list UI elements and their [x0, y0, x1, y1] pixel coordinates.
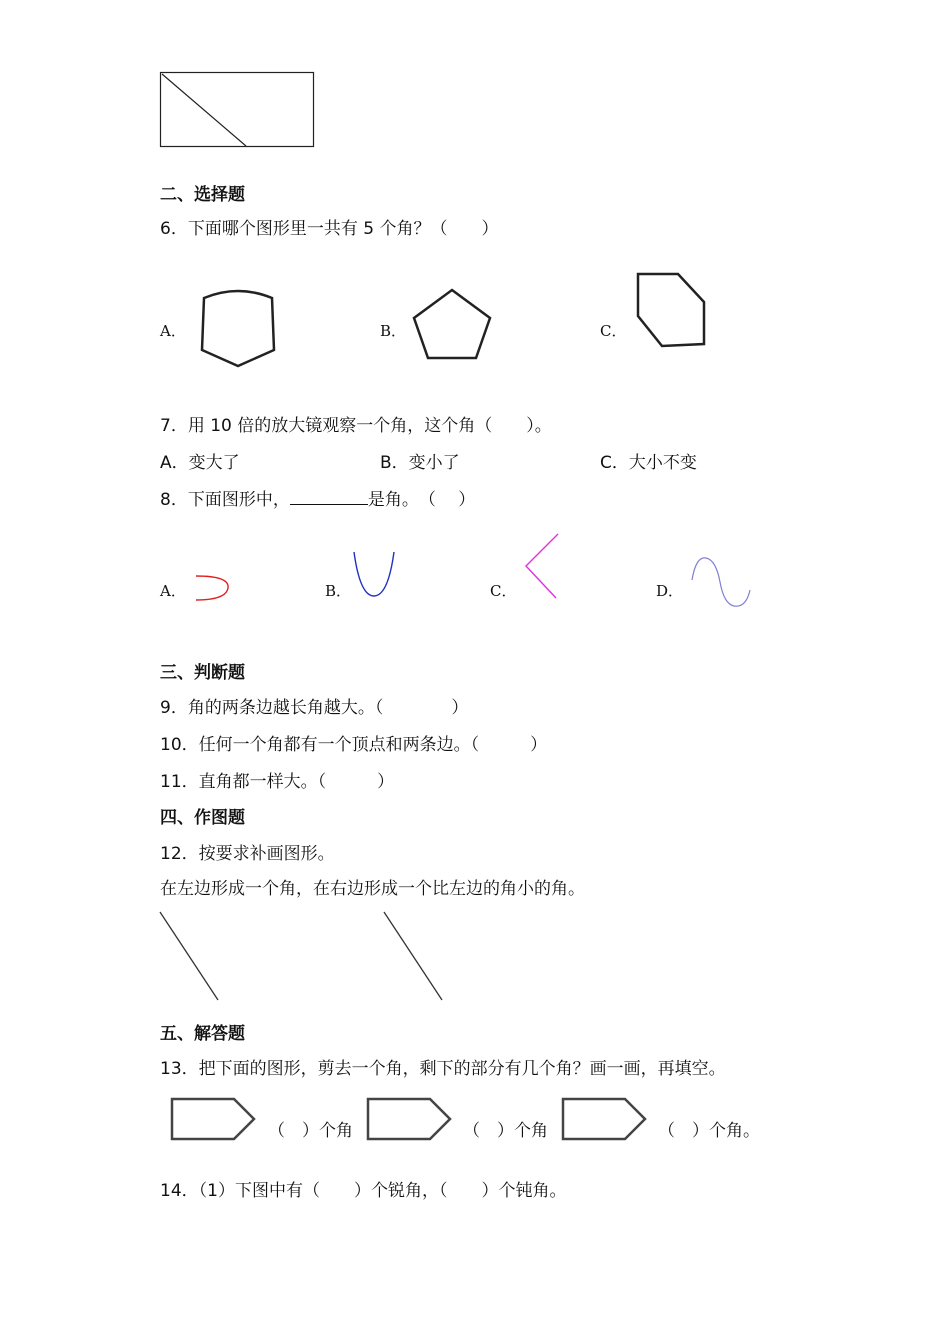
q8-option-d-wave: [690, 554, 752, 610]
q6-option-a-hexagon: [198, 284, 278, 368]
question-9: 9．角的两条边越长角越大。（ ）: [160, 698, 469, 718]
q13-pentagon-1: [170, 1097, 256, 1143]
q13-pentagon-3: [561, 1097, 647, 1143]
question-14: 14．（1）下图中有（ ）个锐角，（ ）个钝角。: [160, 1181, 567, 1201]
question-13: 13．把下面的图形，剪去一个角，剩下的部分有几个角？画一画，再填空。: [160, 1059, 726, 1079]
question-7: 7．用 10 倍的放大镜观察一个角，这个角（ ）。: [160, 416, 552, 436]
section-judge-title: 三、判断题: [160, 663, 245, 683]
q6-option-c-hexagon: [634, 272, 710, 350]
q8-option-b-label: B．: [325, 582, 352, 600]
q8-blank: [290, 490, 368, 505]
q13-blank-2: （ ）个角: [463, 1121, 548, 1141]
question-8: [160, 489, 475, 511]
q6-option-c-label: C．: [600, 322, 627, 340]
question-10: 10．任何一个角都有一个顶点和两条边。（ ）: [160, 735, 548, 755]
q8-text-before: 8．下面图形中，: [160, 490, 290, 510]
q8-option-b-parabola: [352, 550, 396, 598]
q8-option-d-label: D．: [656, 582, 684, 600]
rectangle-figure: [160, 72, 315, 148]
q8-text-after: 是角。 （ ）: [367, 490, 476, 510]
q12-right-line: [382, 910, 446, 1004]
section-draw-title: 四、作图题: [160, 808, 245, 828]
q7-option-c: C．大小不变: [600, 453, 697, 473]
section-choice-title: 二、选择题: [160, 185, 245, 205]
question-6: 6．下面哪个图形里一共有 5 个角？（ ）: [160, 219, 499, 239]
q13-pentagon-2: [366, 1097, 452, 1143]
question-11: 11．直角都一样大。（ ）: [160, 772, 395, 792]
question-12: 12．按要求补画图形。: [160, 844, 335, 864]
q13-blank-3: （ ）个角。: [658, 1121, 760, 1141]
q6-option-b-pentagon: [414, 288, 494, 362]
section-solve-title: 五、解答题: [160, 1024, 245, 1044]
q7-option-a: A．变大了: [160, 453, 240, 473]
q13-blank-1: （ ）个角: [268, 1121, 353, 1141]
q7-option-b: B．变小了: [380, 453, 460, 473]
q6-option-b-label: B．: [380, 322, 407, 340]
q8-option-c-angle: [522, 532, 562, 600]
q12-left-line: [158, 910, 222, 1004]
q12-instruction: 在左边形成一个角，在右边形成一个比左边的角小的角。: [160, 879, 585, 899]
q6-option-a-label: A．: [160, 322, 186, 340]
q8-option-c-label: C．: [490, 582, 517, 600]
q8-option-a-curve: [192, 574, 234, 602]
q8-option-a-label: A．: [160, 582, 186, 600]
